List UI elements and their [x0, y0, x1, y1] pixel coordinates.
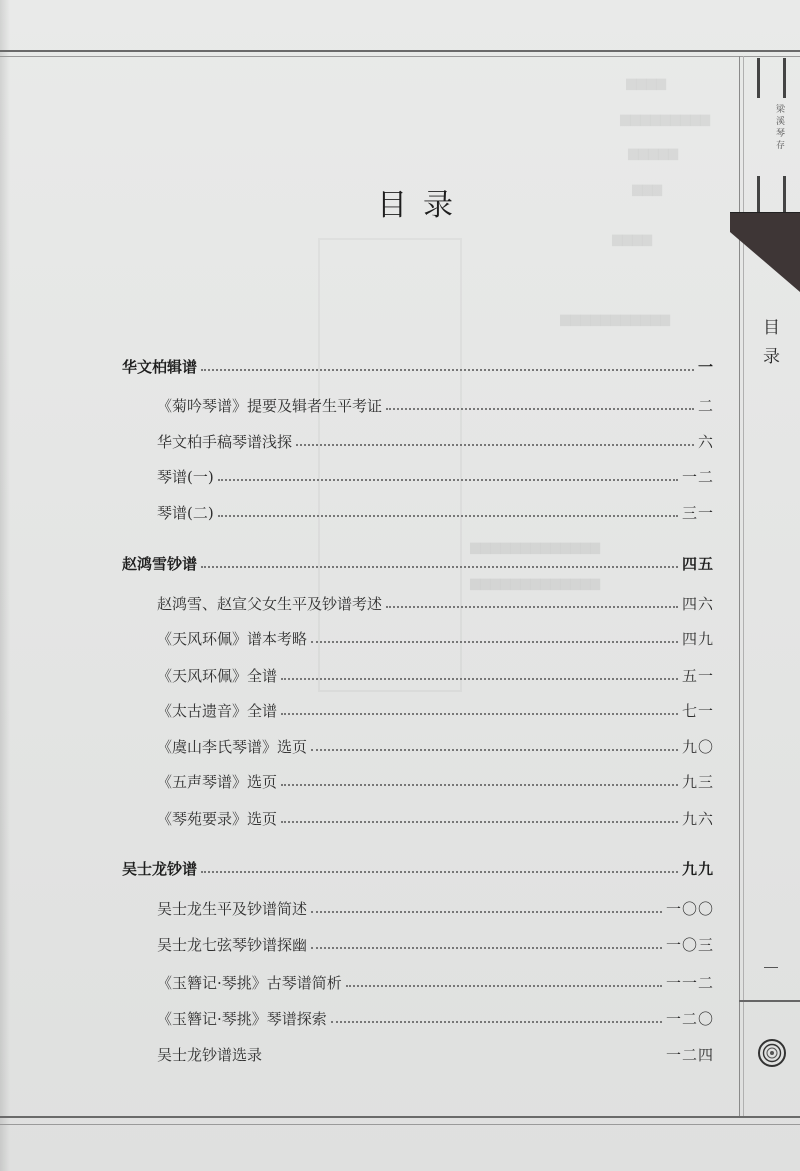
toc-page-number: 九六: [681, 809, 714, 828]
toc-entry[interactable]: [157, 1006, 714, 1030]
toc-page-number: 一〇三: [665, 935, 714, 954]
show-through-text: ▆▆▆: [632, 182, 662, 197]
toc-page-number: 一〇〇: [665, 899, 714, 918]
leader-dots: [218, 515, 678, 517]
show-through-text: ▆▆▆▆▆▆▆▆▆: [620, 112, 710, 127]
leader-dots: [311, 947, 662, 949]
folio: [764, 967, 778, 968]
toc-entry[interactable]: [157, 970, 714, 994]
toc-entry-title: 《天风环佩》谱本考略: [157, 629, 308, 648]
leader-dots: [201, 566, 678, 568]
margin-bracket: [757, 58, 760, 98]
toc-entry[interactable]: [157, 663, 714, 687]
binding-shadow: [0, 0, 10, 1171]
margin-bracket: [757, 176, 760, 212]
toc-page-number: 九九: [681, 859, 714, 878]
margin-bracket: [783, 58, 786, 98]
toc-entry[interactable]: [157, 591, 714, 615]
leader-dots: [296, 444, 694, 446]
toc-section-title: 华文柏辑谱: [122, 357, 198, 376]
leader-dots: [386, 408, 694, 410]
toc-page-number: 三一: [681, 503, 714, 522]
toc-section[interactable]: [122, 354, 714, 378]
leader-dots: [311, 641, 678, 643]
leader-dots: [281, 678, 678, 680]
leader-dots: [218, 479, 678, 481]
toc-page-number: 一一二: [665, 973, 714, 992]
toc-page-number: 九〇: [681, 737, 714, 756]
toc-section[interactable]: [122, 551, 714, 575]
leader-dots: [311, 911, 662, 913]
toc-page-number: 一: [697, 357, 714, 376]
toc-page-number: 一二四: [665, 1045, 714, 1064]
show-through-text: ▆▆▆▆: [612, 232, 652, 247]
toc-section[interactable]: [122, 856, 714, 880]
leader-dots: [346, 985, 662, 987]
margin-band: [730, 212, 800, 292]
toc-entry-title: 《虞山李氏琴谱》选页: [157, 737, 308, 756]
toc-entry-title: 吴士龙钞谱选录: [157, 1045, 263, 1064]
toc-page-number: 一二: [681, 467, 714, 486]
page-title: 目录: [377, 188, 469, 223]
leader-dots: [386, 606, 678, 608]
toc-entry[interactable]: [157, 734, 714, 758]
leader-dots: [331, 1021, 662, 1023]
leader-dots: [201, 871, 678, 873]
toc-entry-title: 华文柏手稿琴谱浅探: [157, 432, 293, 451]
toc-entry-title: 《太古遗音》全谱: [157, 701, 278, 720]
toc-entry-title: 吴士龙生平及钞谱简述: [157, 899, 308, 918]
toc-page-number: 九三: [681, 772, 714, 791]
toc-entry-title: 赵鸿雪、赵宣父女生平及钞谱考述: [157, 594, 383, 613]
toc-entry[interactable]: [157, 1042, 714, 1066]
toc-entry-title: 吴士龙七弦琴钞谱探幽: [157, 935, 308, 954]
toc-entry[interactable]: [157, 464, 714, 488]
toc-entry[interactable]: [157, 429, 714, 453]
leader-dots: [201, 369, 694, 371]
toc-entry-title: 《玉簪记·琴挑》古琴谱简析: [157, 973, 342, 992]
bottom-rule: [0, 1116, 800, 1118]
toc-entry-title: 《菊吟琴谱》提要及辑者生平考证: [157, 396, 383, 415]
seal-icon: [757, 1038, 787, 1068]
leader-dots: [281, 821, 678, 823]
leader-dots: [281, 784, 678, 786]
toc-entry-title: 《天风环佩》全谱: [157, 666, 278, 685]
show-through-text: ▆▆▆▆▆▆▆▆▆▆▆▆▆: [470, 576, 600, 591]
toc-entry[interactable]: [157, 769, 714, 793]
leader-dots: [281, 713, 678, 715]
toc-entry-title: 《五声琴谱》选页: [157, 772, 278, 791]
toc-entry[interactable]: [157, 500, 714, 524]
toc-page-number: 四六: [681, 594, 714, 613]
margin-bracket: [783, 176, 786, 212]
bottom-rule-thin: [0, 1124, 800, 1125]
toc-page-number: 七一: [681, 701, 714, 720]
show-through-text: ▆▆▆▆: [626, 76, 666, 91]
running-head: 梁溪琴存: [774, 104, 784, 152]
toc-entry[interactable]: [157, 698, 714, 722]
top-rule-thin: [0, 56, 800, 57]
toc-page-number: 五一: [681, 666, 714, 685]
top-rule: [0, 50, 800, 52]
toc-entry[interactable]: [157, 896, 714, 920]
toc-entry[interactable]: [157, 932, 714, 956]
toc-entry-title: 《玉簪记·琴挑》琴谱探索: [157, 1009, 327, 1028]
margin-rule: [739, 1000, 800, 1002]
toc-page-number: 二: [697, 396, 714, 415]
show-through-text: ▆▆▆▆▆: [628, 146, 678, 161]
toc-page-number: 四九: [681, 629, 714, 648]
toc-entry[interactable]: [157, 626, 714, 650]
margin-heading: 目录: [759, 318, 779, 376]
show-through-text: ▆▆▆▆▆▆▆▆▆▆▆: [560, 312, 670, 327]
toc-section-title: 赵鸿雪钞谱: [122, 554, 198, 573]
toc-entry-title: 琴谱(一): [157, 467, 214, 486]
toc-entry-title: 琴谱(二): [157, 503, 214, 522]
toc-entry[interactable]: [157, 806, 714, 830]
toc-page-number: 一二〇: [665, 1009, 714, 1028]
toc-page-number: 四五: [681, 554, 714, 573]
toc-entry-title: 《琴苑要录》选页: [157, 809, 278, 828]
toc-entry[interactable]: [157, 393, 714, 417]
toc-page-number: 六: [697, 432, 714, 451]
toc-section-title: 吴士龙钞谱: [122, 859, 198, 878]
leader-dots: [311, 749, 678, 751]
show-through-text: ▆▆▆▆▆▆▆▆▆▆▆▆▆: [470, 540, 600, 555]
